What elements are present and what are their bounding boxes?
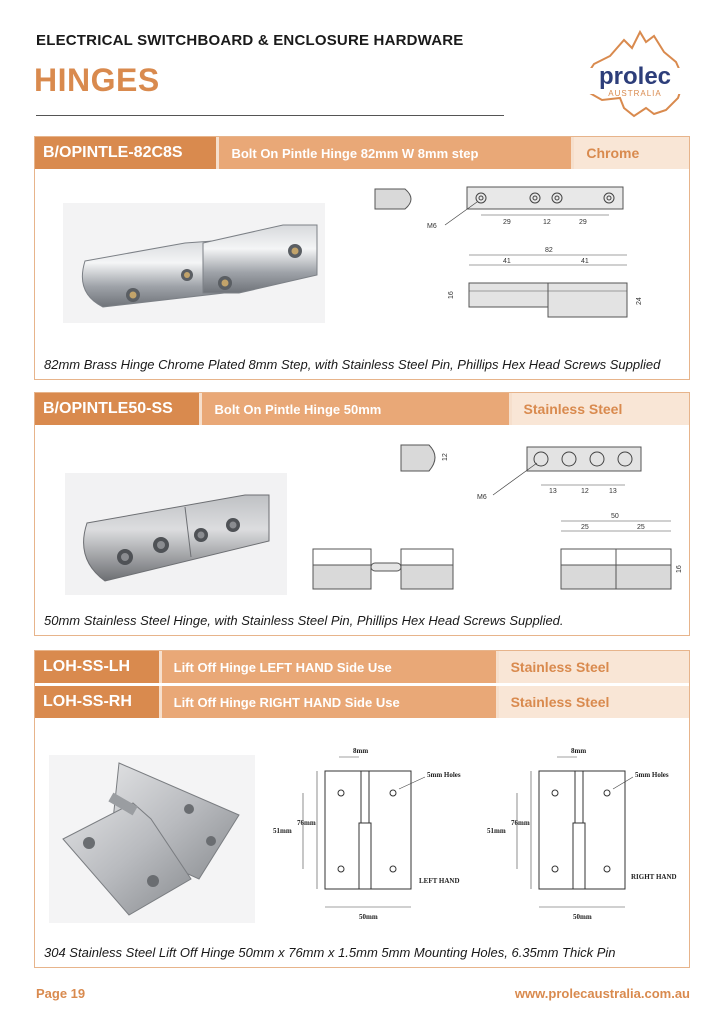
product-header <box>35 393 689 425</box>
page-number: Page 19 <box>36 986 86 1001</box>
dim-top: 8mm <box>571 747 587 755</box>
product-header-rh <box>35 686 689 718</box>
product-code: LOH-SS-LH <box>35 651 159 683</box>
hinge-drawing-82mm <box>365 179 665 329</box>
dim-50: 50 <box>611 513 619 520</box>
dim-50: 50mm <box>573 913 592 921</box>
product-code: B/OPINTLE-82C8S <box>35 137 216 169</box>
title-divider <box>36 115 504 116</box>
dim-29a: 29 <box>503 219 511 226</box>
holes-label: 5mm Holes <box>427 771 461 779</box>
product-section-lift-off <box>34 650 690 968</box>
product-material: Stainless Steel <box>499 686 689 718</box>
thread-label: M6 <box>477 494 487 501</box>
dim-end-12: 12 <box>442 453 449 461</box>
product-caption: 82mm Brass Hinge Chrome Plated 8mm Step, with Stainless Steel Pin, Phillips Hex Head Screws Supplied <box>44 357 661 372</box>
holes-label: 5mm Holes <box>635 771 669 779</box>
product-description: Lift Off Hinge LEFT HAND Side Use <box>162 651 496 683</box>
dim-51: 51mm <box>273 827 292 835</box>
dim-82: 82 <box>545 247 553 254</box>
product-header <box>35 137 689 169</box>
dim-25b: 25 <box>637 524 645 531</box>
dim-13b: 13 <box>609 488 617 495</box>
thread-label: M6 <box>427 223 437 230</box>
dim-25a: 25 <box>581 524 589 531</box>
dim-13a: 13 <box>549 488 557 495</box>
dim-51: 51mm <box>487 827 506 835</box>
right-hand-drawing <box>465 743 687 933</box>
product-code: B/OPINTLE50-SS <box>35 393 199 425</box>
product-caption: 50mm Stainless Steel Hinge, with Stainless Steel Pin, Phillips Hex Head Screws Supplied. <box>44 613 564 628</box>
product-description: Bolt On Pintle Hinge 82mm W 8mm step <box>219 137 571 169</box>
product-header-lh <box>35 651 689 683</box>
dim-76: 76mm <box>297 819 316 827</box>
dim-12: 12 <box>543 219 551 226</box>
prolec-logo <box>580 28 690 128</box>
lift-off-hinge-photo <box>49 755 255 923</box>
page-title: HINGES <box>34 62 160 98</box>
product-section-82c8s <box>34 136 690 380</box>
dim-29b: 29 <box>579 219 587 226</box>
product-material: Chrome <box>574 137 689 169</box>
right-hand-label: RIGHT HAND <box>631 873 677 881</box>
page-supertitle: ELECTRICAL SWITCHBOARD & ENCLOSURE HARDWARE <box>36 32 464 49</box>
logo-text: prolec <box>598 63 672 90</box>
product-caption: 304 Stainless Steel Lift Off Hinge 50mm x 76mm x 1.5mm 5mm Mounting Holes, 6.35mm Thick Pin <box>44 945 616 960</box>
dim-41a: 41 <box>503 258 511 265</box>
dim-12: 12 <box>581 488 589 495</box>
australia-map-logo-icon <box>580 28 690 128</box>
product-code: LOH-SS-RH <box>35 686 159 718</box>
dim-16: 16 <box>676 565 683 573</box>
product-material: Stainless Steel <box>512 393 689 425</box>
hinge-photo-50mm <box>65 473 287 595</box>
dim-top: 8mm <box>353 747 369 755</box>
dim-24: 24 <box>636 297 643 305</box>
left-hand-label: LEFT HAND <box>419 877 460 885</box>
product-section-50ss <box>34 392 690 636</box>
dim-41b: 41 <box>581 258 589 265</box>
product-material: Stainless Steel <box>499 651 689 683</box>
product-description: Lift Off Hinge RIGHT HAND Side Use <box>162 686 496 718</box>
dim-76: 76mm <box>511 819 530 827</box>
logo-subtext: AUSTRALIA <box>608 89 662 98</box>
dim-16: 16 <box>448 291 455 299</box>
hinge-photo-82mm <box>63 203 325 323</box>
left-hand-drawing <box>267 743 473 933</box>
dim-50: 50mm <box>359 913 378 921</box>
product-description: Bolt On Pintle Hinge 50mm <box>202 393 508 425</box>
website-link[interactable]: www.prolecaustralia.com.au <box>514 986 690 1001</box>
hinge-drawing-50mm <box>395 437 681 597</box>
